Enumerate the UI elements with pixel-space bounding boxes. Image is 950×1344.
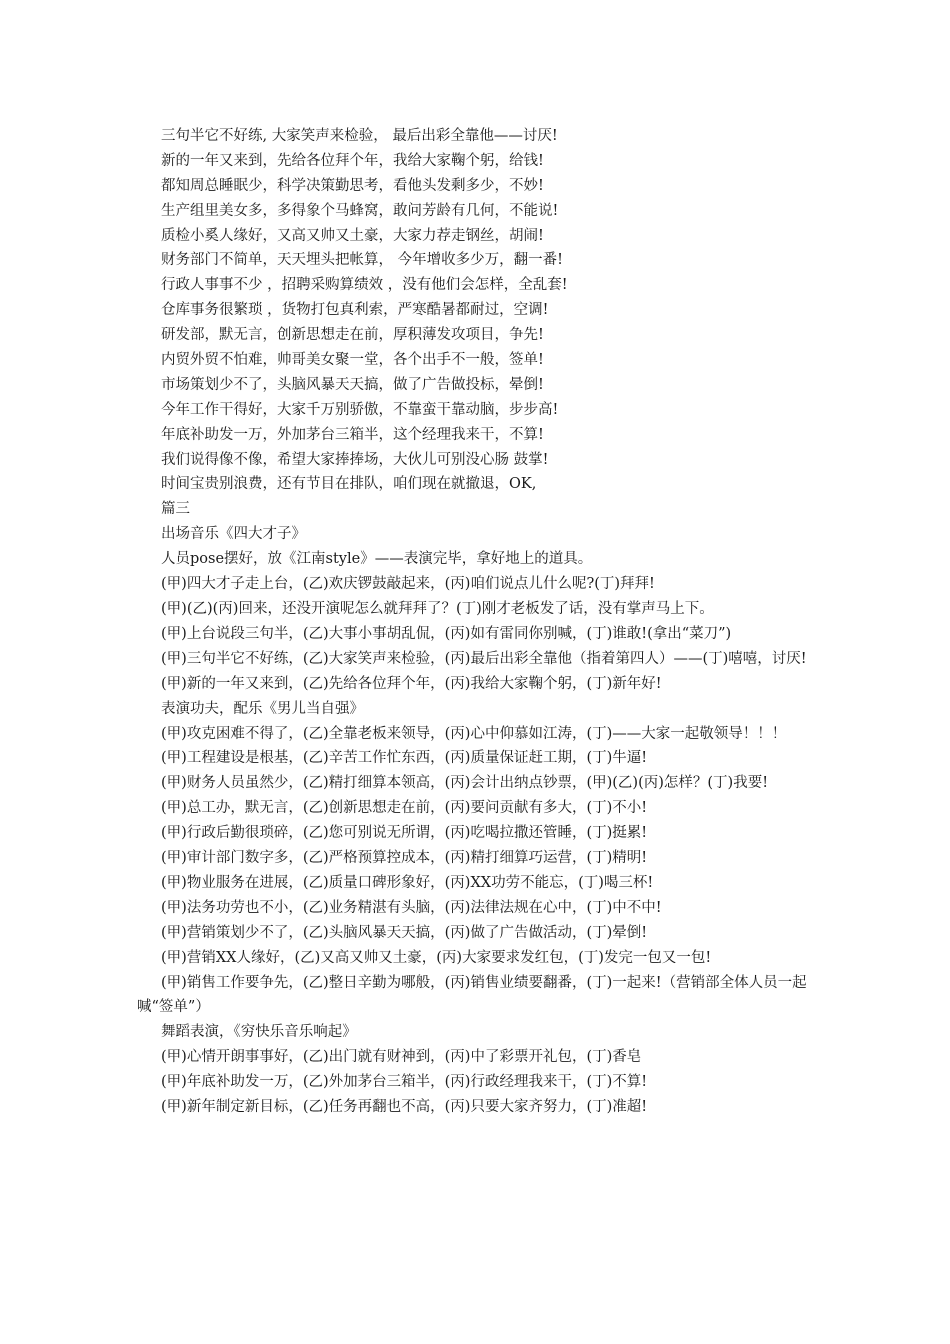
poem-line: 财务部门不简单，天天埋头把帐算， 今年增收多少万，翻一番! xyxy=(161,252,563,269)
script-paragraph: (甲)审计部门数字多，(乙)严格预算控成本，(丙)精打细算巧运营，(丁)精明! xyxy=(161,850,648,867)
script-paragraph: 出场音乐《四大才子》 xyxy=(161,526,306,543)
poem-line: 行政人事事不少 ，招聘采购算绩效 ，没有他们会怎样，全乱套! xyxy=(161,277,568,294)
poem-line: 三句半它不好练, 大家笑声来检验， 最后出彩全靠他——讨厌! xyxy=(161,128,558,144)
script-paragraph: (甲)工程建设是根基，(乙)辛苦工作忙东西，(丙)质量保证赶工期，(丁)牛逼! xyxy=(161,750,648,767)
document-body xyxy=(137,124,809,1120)
section-title: 篇三 xyxy=(161,501,190,518)
script-paragraph: (甲)四大才子走上台，(乙)欢庆锣鼓敲起来，(丙)咱们说点儿什么呢?(丁)拜拜! xyxy=(161,576,655,593)
script-paragraph: (甲)行政后勤很琐碎，(乙)您可别说无所谓，(丙)吃喝拉撒还管睡，(丁)挺累! xyxy=(161,825,648,842)
script-paragraph: (甲)心情开朗事事好，(乙)出门就有财神到，(丙)中了彩票开礼包，(丁)香皂 xyxy=(161,1049,642,1066)
script-paragraph: (甲)营销XX人缘好，(乙)又高又帅又土豪，(丙)大家要求发红包，(丁)发完一包又一包! xyxy=(161,949,712,966)
poem-line: 质检小奚人缘好，又高又帅又土豪，大家力荐走钢丝，胡闹! xyxy=(161,227,544,244)
script-paragraph: 表演功夫，配乐《男儿当自强》 xyxy=(161,700,364,717)
poem-line: 生产组里美女多，多得象个马蜂窝，敢问芳龄有几何，不能说! xyxy=(161,202,559,219)
poem-line: 年底补助发一万，外加茅台三箱半，这个经理我来干，不算! xyxy=(161,426,544,443)
script-paragraph: (甲)(乙)(丙)回来，还没开演呢怎么就拜拜了？(丁)刚才老板发了话，没有掌声马上下。 xyxy=(161,600,714,617)
script-paragraph: (甲)销售工作要争先，(乙)整日辛勤为哪般，(丙)销售业绩要翻番，(丁)一起来!（营销部全体人员一起喊“签单”） xyxy=(137,974,807,1016)
poem-line: 都知周总睡眠少，科学决策勤思考，看他头发剩多少，不妙! xyxy=(161,177,544,194)
poem-line: 仓库事务很繁琐 ，货物打包真利索，严寒酷暑都耐过，空调! xyxy=(161,302,549,319)
script-paragraph: (甲)上台说段三句半，(乙)大事小事胡乱侃，(丙)如有雷同你别喊，(丁)谁敢!(拿出“菜刀”) xyxy=(161,625,732,642)
poem-line: 市场策划少不了，头脑风暴天天搞，做了广告做投标，晕倒! xyxy=(161,376,544,393)
script-paragraph: (甲)财务人员虽然少，(乙)精打细算本领高，(丙)会计出纳点钞票，(甲)(乙)(丙)怎样？(丁)我要! xyxy=(161,775,769,792)
poem-line: 时间宝贵别浪费，还有节目在排队，咱们现在就撤退，OK, xyxy=(161,476,537,493)
poem-line: 新的一年又来到，先给各位拜个年，我给大家鞠个躬，给钱! xyxy=(161,152,544,169)
poem-line: 内贸外贸不怕难，帅哥美女聚一堂，各个出手不一般，签单! xyxy=(161,352,544,369)
script-paragraph: (甲)三句半它不好练，(乙)大家笑声来检验，(丙)最后出彩全靠他（指着第四人）——(丁)嘻嘻，讨厌! xyxy=(161,650,807,667)
script-paragraph: (甲)年底补助发一万，(乙)外加茅台三箱半，(丙)行政经理我来干，(丁)不算! xyxy=(161,1074,648,1091)
poem-line: 我们说得像不像，希望大家捧捧场，大伙儿可别没心肠 鼓掌! xyxy=(161,451,549,468)
script-paragraph: (甲)总工办，默无言，(乙)创新思想走在前，(丙)要问贡献有多大，(丁)不小! xyxy=(161,800,648,817)
script-paragraph: (甲)法务功劳也不小，(乙)业务精湛有头脑，(丙)法律法规在心中，(丁)中不中! xyxy=(161,899,662,916)
script-paragraph: 人员pose摆好，放《江南style》——表演完毕，拿好地上的道具。 xyxy=(161,551,593,568)
script-paragraph: (甲)攻克困难不得了，(乙)全靠老板来领导，(丙)心中仰慕如江涛，(丁)——大家一起敬领导！！！ xyxy=(161,725,787,742)
poem-line: 研发部，默无言，创新思想走在前，厚积薄发攻项目，争先! xyxy=(161,327,544,344)
script-paragraph: 舞蹈表演，《穷快乐音乐响起》 xyxy=(161,1024,357,1041)
poem-line: 今年工作干得好，大家千万别骄傲，不靠蛮干靠动脑，步步高! xyxy=(161,401,559,418)
script-paragraph: (甲)新年制定新目标，(乙)任务再翻也不高，(丙)只要大家齐努力，(丁)准超! xyxy=(161,1099,648,1116)
script-paragraph: (甲)新的一年又来到，(乙)先给各位拜个年，(丙)我给大家鞠个躬，(丁)新年好! xyxy=(161,675,662,692)
script-paragraph: (甲)物业服务在进展，(乙)质量口碑形象好，(丙)XX功劳不能忘，(丁)喝三杯! xyxy=(161,874,654,891)
script-paragraph: (甲)营销策划少不了，(乙)头脑风暴天天搞，(丙)做了广告做活动，(丁)晕倒! xyxy=(161,924,648,941)
